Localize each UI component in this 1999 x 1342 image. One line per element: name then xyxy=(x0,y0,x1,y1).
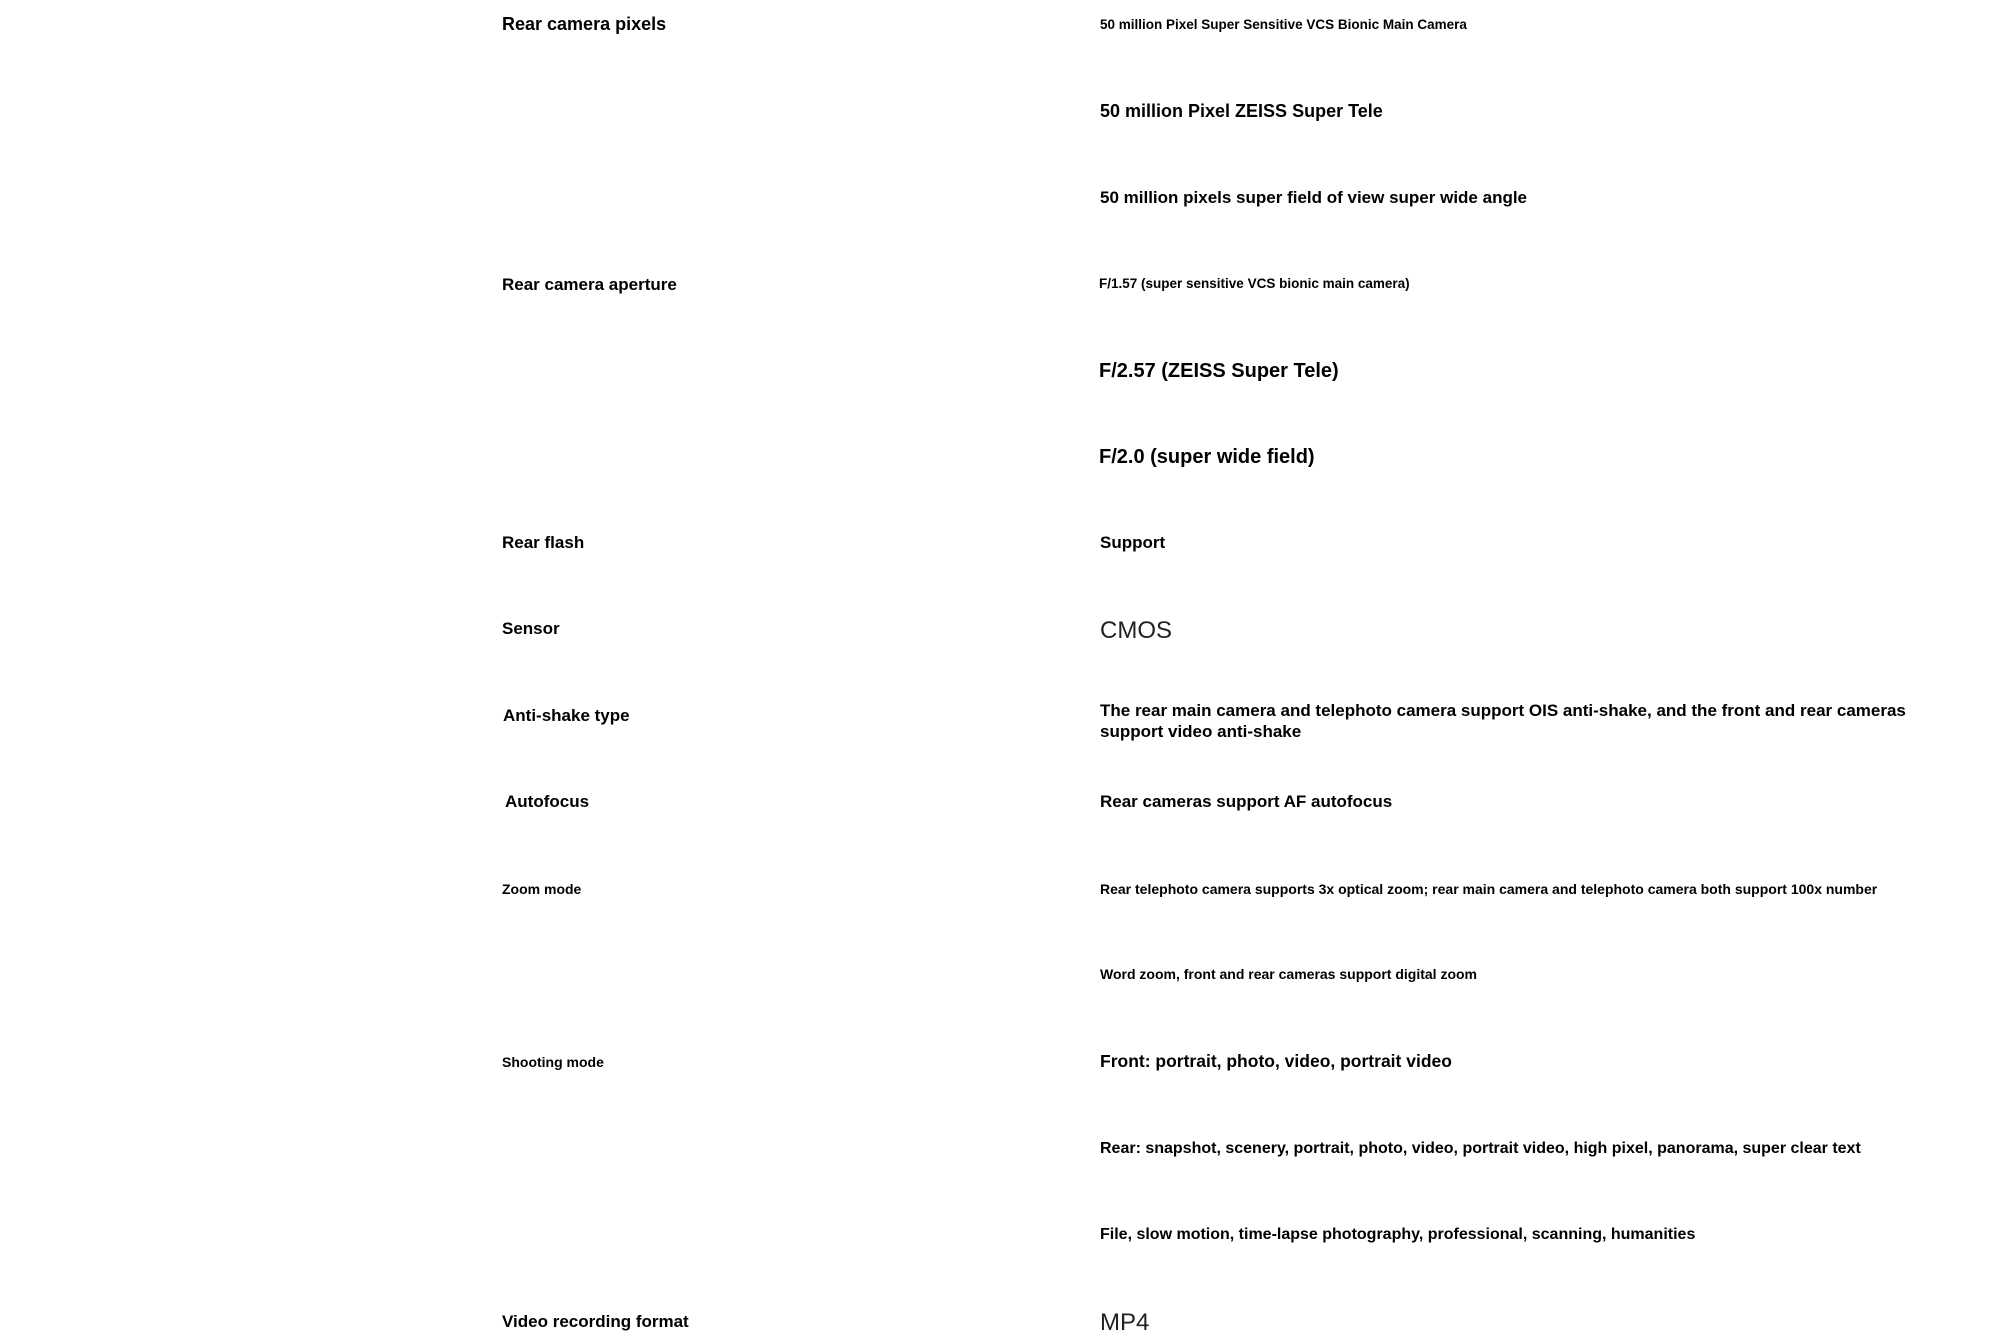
spec-value-rear-camera-pixels-1: 50 million Pixel Super Sensitive VCS Bionic Main Camera xyxy=(1100,17,1467,32)
spec-value-zoom-mode-2: Word zoom, front and rear cameras support digital zoom xyxy=(1100,966,1478,982)
spec-value-rear-camera-pixels-3: 50 million pixels super field of view super wide angle xyxy=(1100,188,1528,207)
spec-value-anti-shake-type: The rear main camera and telephoto camera support OIS anti-shake, and the front and rear cameras support video anti-shake xyxy=(1100,701,1906,741)
spec-value-sensor: CMOS xyxy=(1100,617,1172,644)
spec-label-rear-camera-pixels: Rear camera pixels xyxy=(502,14,667,34)
spec-value-rear-camera-aperture-2: F/2.57 (ZEISS Super Tele) xyxy=(1099,360,1339,382)
spec-value-rear-camera-aperture-1: F/1.57 (super sensitive VCS bionic main camera) xyxy=(1099,276,1410,291)
spec-value-rear-camera-aperture-3: F/2.0 (super wide field) xyxy=(1099,446,1315,468)
spec-label-zoom-mode: Zoom mode xyxy=(502,881,582,897)
spec-label-anti-shake-type: Anti-shake type xyxy=(503,706,630,725)
spec-label-rear-camera-aperture: Rear camera aperture xyxy=(502,275,677,294)
spec-label-autofocus: Autofocus xyxy=(505,792,590,811)
spec-label-sensor: Sensor xyxy=(502,619,560,638)
spec-value-zoom-mode-1: Rear telephoto camera supports 3x optical zoom; rear main camera and telephoto camera both support 100x number xyxy=(1100,881,1878,897)
spec-value-shooting-mode-3: File, slow motion, time-lapse photography, professional, scanning, humanities xyxy=(1100,1226,1696,1243)
spec-value-shooting-mode-2: Rear: snapshot, scenery, portrait, photo, video, portrait video, high pixel, panorama, super clear text xyxy=(1100,1140,1861,1157)
spec-label-video-recording-format: Video recording format xyxy=(502,1312,689,1331)
spec-label-rear-flash: Rear flash xyxy=(502,533,585,552)
spec-label-shooting-mode: Shooting mode xyxy=(502,1054,604,1070)
spec-value-rear-camera-pixels-2: 50 million Pixel ZEISS Super Tele xyxy=(1100,101,1383,121)
spec-value-shooting-mode-1: Front: portrait, photo, video, portrait video xyxy=(1100,1051,1452,1071)
spec-value-video-recording-format: MP4 xyxy=(1100,1309,1150,1336)
spec-value-rear-flash: Support xyxy=(1100,533,1166,552)
spec-value-autofocus: Rear cameras support AF autofocus xyxy=(1100,792,1393,811)
